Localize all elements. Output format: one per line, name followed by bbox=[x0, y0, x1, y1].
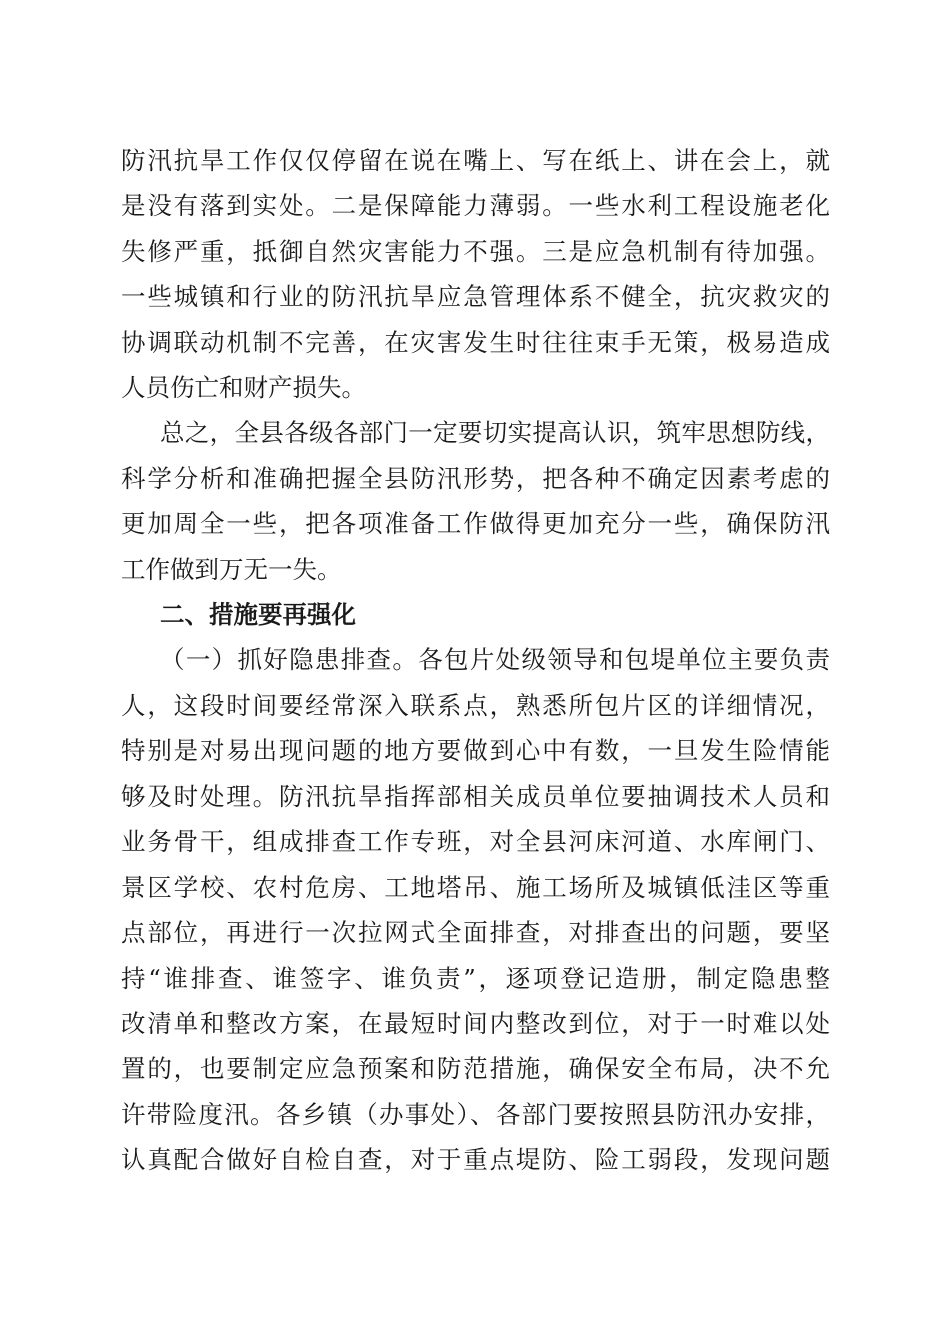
text-line: 科学分析和准确把握全县防汛形势，把各种不确定因素考虑的 bbox=[121, 464, 830, 493]
text-line: 许带险度汛。各乡镇（办事处）、各部门要按照县防汛办安排， bbox=[121, 1100, 830, 1129]
text-line: 认真配合做好自检自查，对于重点堤防、险工弱段，发现问题 bbox=[121, 1145, 830, 1174]
text-line: 人员伤亡和财产损失。 bbox=[121, 373, 366, 402]
text-line: （一）抓好隐患排查。各包片处级领导和包堤单位主要负责 bbox=[160, 645, 830, 674]
text-line: 协调联动机制不完善，在灾害发生时往往束手无策，极易造成 bbox=[121, 328, 830, 357]
text-line: 是没有落到实处。二是保障能力薄弱。一些水利工程设施老化 bbox=[121, 191, 830, 220]
text-line: 持“谁排查、谁签字、谁负责”，逐项登记造册，制定隐患整 bbox=[121, 964, 830, 993]
text-line: 一些城镇和行业的防汛抗旱应急管理体系不健全，抗灾救灾的 bbox=[121, 282, 830, 311]
text-line: 景区学校、农村危房、工地塔吊、施工场所及城镇低洼区等重 bbox=[121, 873, 830, 902]
text-line: 人，这段时间要经常深入联系点，熟悉所包片区的详细情况， bbox=[121, 691, 830, 720]
text-line: 特别是对易出现问题的地方要做到心中有数，一旦发生险情能 bbox=[121, 736, 830, 765]
section-heading: 二、措施要再强化 bbox=[160, 600, 356, 629]
text-line: 失修严重，抵御自然灾害能力不强。三是应急机制有待加强。 bbox=[121, 237, 830, 266]
text-line: 够及时处理。防汛抗旱指挥部相关成员单位要抽调技术人员和 bbox=[121, 782, 830, 811]
text-line: 改清单和整改方案，在最短时间内整改到位，对于一时难以处 bbox=[121, 1009, 830, 1038]
text-line: 总之，全县各级各部门一定要切实提高认识，筑牢思想防线， bbox=[160, 418, 830, 447]
text-line: 置的，也要制定应急预案和防范措施，确保安全布局，决不允 bbox=[121, 1054, 830, 1083]
text-line: 点部位，再进行一次拉网式全面排查，对排查出的问题，要坚 bbox=[121, 918, 830, 947]
text-line: 业务骨干，组成排查工作专班，对全县河床河道、水库闸门、 bbox=[121, 827, 830, 856]
text-line: 防汛抗旱工作仅仅停留在说在嘴上、写在纸上、讲在会上，就 bbox=[121, 146, 830, 175]
text-line: 工作做到万无一失。 bbox=[121, 555, 342, 584]
text-line: 更加周全一些，把各项准备工作做得更加充分一些，确保防汛 bbox=[121, 509, 830, 538]
